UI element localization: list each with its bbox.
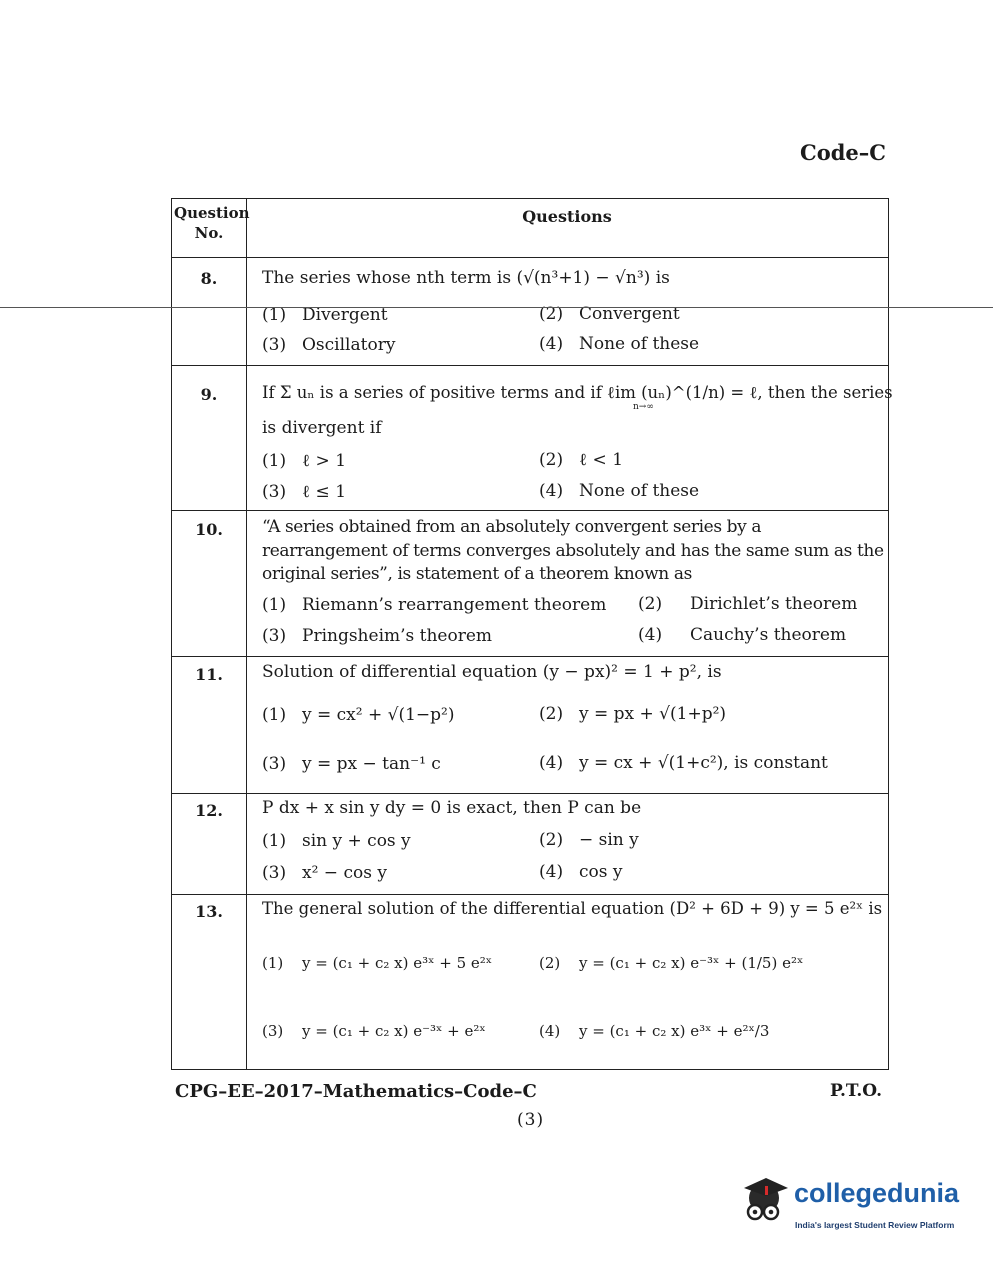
question-number: 11. xyxy=(195,665,223,684)
header-question-no: Question No. xyxy=(174,204,250,242)
question-number: 10. xyxy=(195,520,223,539)
question-number: 9. xyxy=(200,385,218,404)
option-3 xyxy=(262,335,395,355)
option-text: cos y xyxy=(579,862,623,882)
option-text: − sin y xyxy=(579,830,639,850)
option-1 xyxy=(262,831,411,851)
option-3 xyxy=(262,754,441,774)
option-number: (4) xyxy=(539,334,564,354)
option-1 xyxy=(262,954,492,972)
option-text: y = (c₁ + c₂ x) e⁻³ˣ + (1/5) e²ˣ xyxy=(579,954,804,972)
option-number: (1) xyxy=(262,831,287,851)
option-number: (3) xyxy=(262,482,287,502)
option-number: (4) xyxy=(638,625,663,645)
row-divider xyxy=(172,257,888,258)
option-1 xyxy=(262,451,346,471)
option-text: Riemann’s rearrangement theorem xyxy=(302,595,607,615)
question-text: The series whose nth term is (√(n³+1) − √n³) is xyxy=(262,268,670,288)
questions-table xyxy=(171,198,893,1070)
option-text: y = px + √(1+p²) xyxy=(579,704,727,724)
row-divider xyxy=(172,656,888,657)
row-divider xyxy=(172,793,888,794)
option-text: Pringsheim’s theorem xyxy=(302,626,493,646)
row-divider xyxy=(172,510,888,511)
option-number: (2) xyxy=(539,304,564,324)
option-text: sin y + cos y xyxy=(302,831,411,851)
option-number: (4) xyxy=(539,862,564,882)
option-1 xyxy=(262,705,455,725)
header-questions: Questions xyxy=(522,207,612,226)
option-number: (1) xyxy=(262,305,287,325)
option-4 xyxy=(539,334,699,354)
option-text: Oscillatory xyxy=(302,335,396,355)
option-text: x² − cos y xyxy=(302,863,387,883)
option-3 xyxy=(262,482,346,502)
option-number: (1) xyxy=(262,705,287,725)
option-text: ℓ > 1 xyxy=(302,451,347,471)
code-header: Code–C xyxy=(800,140,886,165)
option-number: (2) xyxy=(539,830,564,850)
option-number: (1) xyxy=(262,954,284,972)
row-divider xyxy=(172,365,888,366)
option-text: Divergent xyxy=(302,305,388,325)
option-number: (2) xyxy=(539,954,561,972)
question-number: 12. xyxy=(195,801,223,820)
option-text: Dirichlet’s theorem xyxy=(690,594,858,614)
option-3 xyxy=(262,1022,486,1040)
option-number: (1) xyxy=(262,595,287,615)
page-number: (3) xyxy=(517,1110,545,1130)
logo-name: collegedunia xyxy=(794,1178,960,1208)
option-number: (4) xyxy=(539,481,564,501)
question-text-continued: is divergent if xyxy=(262,418,382,438)
option-text: Cauchy’s theorem xyxy=(690,625,847,645)
option-2 xyxy=(539,830,639,850)
scan-line xyxy=(0,307,993,308)
option-4 xyxy=(539,753,828,773)
option-text: ℓ < 1 xyxy=(579,450,624,470)
mascot-icon xyxy=(738,1172,794,1232)
option-number: (2) xyxy=(539,450,564,470)
limit-subscript: n→∞ xyxy=(633,402,654,412)
column-divider xyxy=(246,199,247,1069)
question-text: The general solution of the differential equation (D² + 6D + 9) y = 5 e²ˣ is xyxy=(262,899,883,918)
option-text: y = (c₁ + c₂ x) e³ˣ + e²ˣ/3 xyxy=(579,1022,770,1040)
option-1 xyxy=(262,305,388,325)
option-number: (3) xyxy=(262,1022,284,1040)
option-number: (3) xyxy=(262,863,287,883)
question-text: “A series obtained from an absolutely convergent series by a rearrangement of terms converges absolutely and has the same sum as the original series”, is statement of a theorem known as xyxy=(262,517,884,584)
option-number: (4) xyxy=(539,1022,561,1040)
option-2 xyxy=(539,450,623,470)
option-text: y = (c₁ + c₂ x) e³ˣ + 5 e²ˣ xyxy=(302,954,493,972)
option-number: (2) xyxy=(638,594,663,614)
option-number: (4) xyxy=(539,753,564,773)
option-4 xyxy=(638,625,846,645)
option-text: None of these xyxy=(579,481,700,501)
option-4 xyxy=(539,481,699,501)
option-1 xyxy=(262,595,606,615)
collegedunia-logo[interactable] xyxy=(738,1172,968,1242)
option-text: None of these xyxy=(579,334,700,354)
option-2 xyxy=(539,704,726,724)
footer-code: CPG–EE–2017–Mathematics–Code–C xyxy=(175,1081,537,1102)
option-text: y = (c₁ + c₂ x) e⁻³ˣ + e²ˣ xyxy=(302,1022,486,1040)
option-text: y = px − tan⁻¹ c xyxy=(302,754,441,774)
question-number: 13. xyxy=(195,902,223,921)
option-4 xyxy=(539,862,623,882)
option-number: (2) xyxy=(539,704,564,724)
row-divider xyxy=(172,894,888,895)
option-text: ℓ ≤ 1 xyxy=(302,482,347,502)
option-text: Convergent xyxy=(579,304,680,324)
logo-tagline: India's largest Student Review Platform xyxy=(795,1220,955,1230)
option-number: (3) xyxy=(262,626,287,646)
question-number: 8. xyxy=(200,269,218,288)
option-number: (3) xyxy=(262,335,287,355)
option-number: (3) xyxy=(262,754,287,774)
footer-pto: P.T.O. xyxy=(830,1081,882,1101)
option-4 xyxy=(539,1022,769,1040)
option-2 xyxy=(638,594,857,614)
option-3 xyxy=(262,863,387,883)
option-2 xyxy=(539,954,803,972)
option-number: (1) xyxy=(262,451,287,471)
question-text: P dx + x sin y dy = 0 is exact, then P can be xyxy=(262,798,642,818)
option-text: y = cx² + √(1−p²) xyxy=(302,705,455,725)
question-text: If Σ uₙ is a series of positive terms and if ℓim (uₙ)^(1/n) = ℓ, then the series xyxy=(262,383,893,402)
option-3 xyxy=(262,626,492,646)
question-text: Solution of differential equation (y − px)² = 1 + p², is xyxy=(262,662,722,682)
option-text: y = cx + √(1+c²), is constant xyxy=(579,753,828,773)
